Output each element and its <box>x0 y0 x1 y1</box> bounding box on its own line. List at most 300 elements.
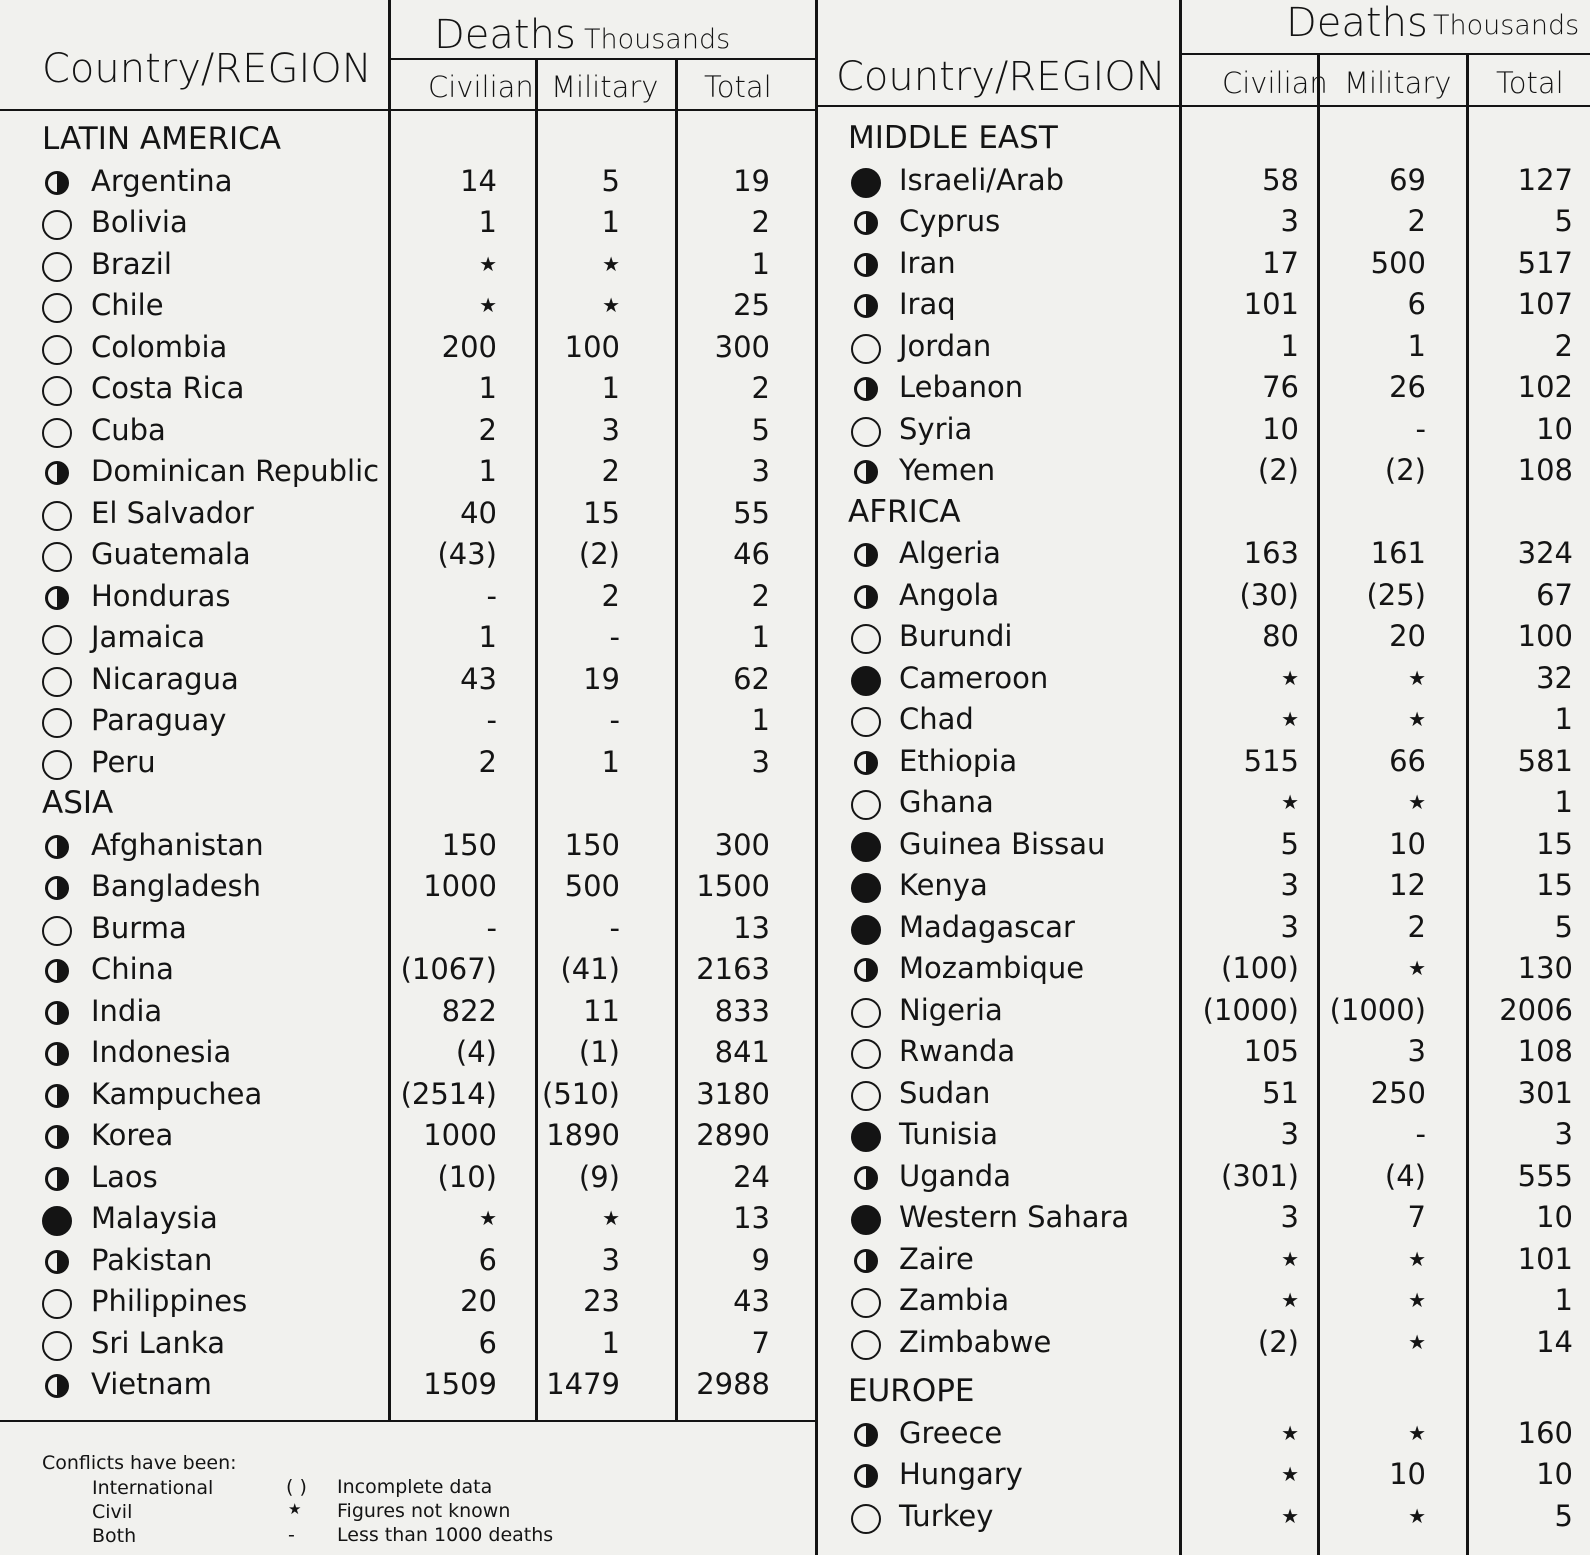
military-value: ★ <box>602 251 620 276</box>
legend-international: International <box>92 1477 214 1499</box>
country-name: Korea <box>91 1118 174 1152</box>
table-row <box>0 616 1590 657</box>
civilian-value: 1000 <box>423 869 497 903</box>
military-value: 11 <box>583 993 620 1028</box>
civilian-value: (100) <box>1221 951 1299 985</box>
military-value: 23 <box>583 1284 620 1318</box>
total-value: 127 <box>1517 162 1573 197</box>
military-value: 2 <box>601 454 620 488</box>
total-value: 13 <box>733 910 770 945</box>
country-name: Burundi <box>899 619 1013 653</box>
country-name: Uganda <box>899 1158 1011 1193</box>
total-value: 3 <box>751 744 770 779</box>
country-name: Zimbabwe <box>899 1324 1052 1359</box>
military-header-left: Military <box>551 70 659 104</box>
total-value: 15 <box>1536 826 1573 861</box>
civil-conflict-icon <box>851 790 881 820</box>
top-header-rule-right <box>818 105 1590 107</box>
civil-conflict-icon <box>851 998 881 1028</box>
military-value: 12 <box>1389 868 1426 902</box>
total-value: 3 <box>1554 1117 1573 1151</box>
country-header-right: Country/REGION <box>836 54 1166 100</box>
military-value: 10 <box>1389 826 1426 861</box>
military-value: 2 <box>1407 909 1426 944</box>
total-value: 300 <box>714 329 770 364</box>
total-value: 10 <box>1536 411 1573 446</box>
total-value: 1 <box>751 703 770 737</box>
military-value: (510) <box>542 1076 620 1111</box>
country-name: Peru <box>91 744 156 779</box>
civilian-value: 3 <box>1280 1200 1299 1234</box>
country-name: Paraguay <box>91 703 227 737</box>
both-conflict-icon <box>854 294 878 318</box>
civilian-value: 822 <box>441 993 497 1028</box>
country-name: Argentina <box>91 163 233 198</box>
civilian-value: 6 <box>478 1325 497 1360</box>
country-name: Turkey <box>899 1498 994 1533</box>
country-name: Costa Rica <box>91 371 245 405</box>
table-row <box>0 160 1590 201</box>
country-name: Malaysia <box>91 1201 218 1235</box>
military-value: - <box>609 703 620 737</box>
table-row <box>0 367 1590 408</box>
military-value: (41) <box>560 952 620 986</box>
table-row <box>0 1454 1590 1495</box>
military-value: (9) <box>578 1159 620 1194</box>
international-conflict-icon <box>851 832 881 862</box>
military-value: 10 <box>1389 1457 1426 1491</box>
deaths-header-left: Deaths <box>434 12 576 58</box>
total-value: 517 <box>1517 245 1573 280</box>
total-value: 2 <box>751 371 770 405</box>
country-name: Pakistan <box>91 1242 213 1277</box>
civilian-value: ★ <box>1281 665 1299 690</box>
military-value: ★ <box>1408 1329 1426 1354</box>
table-row <box>0 1073 1590 1114</box>
military-value: 6 <box>1407 287 1426 321</box>
country-name: Sudan <box>899 1075 991 1110</box>
military-value: 3 <box>1407 1034 1426 1068</box>
total-value: 2890 <box>696 1118 770 1152</box>
table-row <box>0 948 1590 989</box>
civilian-value: ★ <box>479 251 497 276</box>
total-value: 13 <box>733 1201 770 1235</box>
total-value: 2 <box>1554 328 1573 363</box>
deaths-subheader-rule-right <box>1180 53 1590 55</box>
civil-conflict-icon <box>851 334 881 364</box>
military-value: 3 <box>601 412 620 447</box>
both-conflict-icon <box>854 585 878 609</box>
military-value: 26 <box>1389 370 1426 404</box>
total-value: 46 <box>733 537 770 571</box>
civilian-value: 3 <box>1280 1117 1299 1151</box>
civilian-value: 10 <box>1262 411 1299 446</box>
military-value: 161 <box>1370 536 1426 570</box>
both-conflict-icon <box>854 253 878 277</box>
both-conflict-icon <box>854 543 878 567</box>
military-value: 1 <box>601 744 620 779</box>
civilian-value: 1 <box>478 205 497 239</box>
country-name: Mozambique <box>899 951 1085 985</box>
total-value: 101 <box>1517 1241 1573 1276</box>
country-name: Brazil <box>91 246 172 281</box>
table-row <box>0 1364 1590 1405</box>
civilian-value: ★ <box>1281 1420 1299 1445</box>
total-value: 833 <box>714 993 770 1028</box>
military-value: (4) <box>1384 1158 1426 1193</box>
total-value: 14 <box>1536 1324 1573 1359</box>
both-conflict-icon <box>854 1423 878 1447</box>
total-value: 62 <box>733 661 770 696</box>
civilian-value: (30) <box>1239 577 1299 612</box>
civilian-value: 3 <box>1280 909 1299 944</box>
military-value: 500 <box>564 869 620 903</box>
table-row <box>0 907 1590 948</box>
table-row <box>0 824 1590 865</box>
table-row <box>0 990 1590 1031</box>
civilian-value: 14 <box>460 163 497 198</box>
country-name: Bangladesh <box>91 869 262 903</box>
country-name: Madagascar <box>899 909 1075 944</box>
both-conflict-icon <box>854 377 878 401</box>
both-conflict-icon <box>45 1374 69 1398</box>
table-row <box>0 243 1590 284</box>
total-value: 301 <box>1517 1075 1573 1110</box>
military-value: 3 <box>601 1242 620 1277</box>
total-value: 108 <box>1517 453 1573 487</box>
total-value: 9 <box>751 1242 770 1277</box>
region-heading: EUROPE <box>848 1373 975 1409</box>
region-heading: LATIN AMERICA <box>42 121 281 157</box>
total-value: 2 <box>751 578 770 613</box>
table-row <box>0 201 1590 242</box>
country-name: Dominican Republic <box>91 454 380 488</box>
civilian-value: ★ <box>479 1206 497 1230</box>
civilian-header-left: Civilian <box>428 70 534 104</box>
table-row <box>0 326 1590 367</box>
civilian-value: ★ <box>1281 707 1299 731</box>
total-value: 1 <box>751 246 770 281</box>
country-name: Rwanda <box>899 1034 1016 1068</box>
country-name: Indonesia <box>91 1035 232 1069</box>
civilian-value: (1000) <box>1202 992 1299 1027</box>
country-name: Zaire <box>899 1241 974 1276</box>
civilian-value: 58 <box>1262 162 1299 197</box>
both-conflict-icon <box>854 1166 878 1190</box>
total-value: 24 <box>733 1159 770 1194</box>
country-name: Greece <box>899 1415 1003 1450</box>
country-name: Israeli/Arab <box>899 162 1065 197</box>
total-value: 32 <box>1536 660 1573 695</box>
table-row <box>0 1322 1590 1363</box>
deaths-subheader-rule-left <box>390 58 818 60</box>
military-value: (1) <box>578 1035 620 1069</box>
both-conflict-icon <box>854 751 878 775</box>
country-name: Chad <box>899 702 974 736</box>
table-row <box>0 865 1590 906</box>
table-row <box>0 1413 1590 1454</box>
country-name: Bolivia <box>91 205 188 239</box>
civilian-value: ★ <box>1281 790 1299 814</box>
military-value: ★ <box>602 1206 620 1230</box>
country-name: Yemen <box>899 453 996 487</box>
military-value: ★ <box>1408 665 1426 690</box>
country-name: Western Sahara <box>899 1200 1130 1234</box>
military-value: ★ <box>1408 790 1426 814</box>
military-value: - <box>1415 1117 1426 1151</box>
total-value: 300 <box>714 827 770 862</box>
country-name: Angola <box>899 577 1000 612</box>
total-value: 10 <box>1536 1200 1573 1234</box>
international-conflict-icon <box>851 1122 881 1152</box>
total-value: 5 <box>1554 204 1573 238</box>
civilian-value: 80 <box>1262 619 1299 653</box>
country-name: China <box>91 952 174 986</box>
country-name: Sri Lanka <box>91 1325 225 1360</box>
table-row <box>0 1156 1590 1197</box>
civilian-value: 17 <box>1262 245 1299 280</box>
civilian-value: 5 <box>1280 826 1299 861</box>
civilian-value: (2514) <box>400 1076 497 1111</box>
civilian-value: (1067) <box>400 952 497 986</box>
country-name: Syria <box>899 411 973 446</box>
civilian-value: 2 <box>478 412 497 447</box>
table-row <box>0 1239 1590 1280</box>
total-value: 2163 <box>696 952 770 986</box>
total-value: 581 <box>1517 743 1573 778</box>
civil-conflict-icon <box>851 624 881 654</box>
table-row <box>0 1496 1590 1537</box>
table-row <box>0 1031 1590 1072</box>
legend-paren-text: Incomplete data <box>337 1476 493 1498</box>
civilian-value: 163 <box>1243 536 1299 570</box>
civil-conflict-icon <box>851 417 881 447</box>
international-conflict-icon <box>851 666 881 696</box>
civilian-value: (301) <box>1221 1158 1299 1193</box>
table-row <box>0 1280 1590 1321</box>
civilian-header-right: Civilian <box>1222 66 1328 100</box>
total-header-left: Total <box>704 70 772 104</box>
table-row <box>0 575 1590 616</box>
table-row <box>0 1114 1590 1155</box>
total-value: 43 <box>733 1284 770 1318</box>
civilian-value: 6 <box>478 1242 497 1277</box>
country-name: Nicaragua <box>91 661 239 696</box>
civilian-value: 1 <box>478 454 497 488</box>
military-value: ★ <box>1408 1420 1426 1445</box>
legend-paren-symbol: ( ) <box>286 1476 307 1498</box>
civilian-value: ★ <box>479 293 497 317</box>
total-header-right: Total <box>1496 66 1564 100</box>
civilian-value: (4) <box>455 1035 497 1069</box>
civil-conflict-icon <box>851 1081 881 1111</box>
total-value: 10 <box>1536 1457 1573 1491</box>
civilian-value: 200 <box>441 329 497 364</box>
country-name: Kampuchea <box>91 1076 263 1111</box>
table-row <box>0 533 1590 574</box>
total-value: 19 <box>733 163 770 198</box>
country-name: Zambia <box>899 1283 1010 1317</box>
military-value: 69 <box>1389 162 1426 197</box>
country-name: El Salvador <box>91 495 254 530</box>
international-conflict-icon <box>851 873 881 903</box>
civilian-value: 150 <box>441 827 497 862</box>
thousands-header-right: Thousands <box>1433 10 1580 41</box>
country-name: Honduras <box>91 578 231 613</box>
total-value: 1 <box>1554 1283 1573 1317</box>
country-name: Iraq <box>899 287 956 321</box>
country-name: Lebanon <box>899 370 1024 404</box>
country-name: Burma <box>91 910 187 945</box>
military-value: ★ <box>1408 1246 1426 1271</box>
table-row <box>0 284 1590 325</box>
total-value: 160 <box>1517 1415 1573 1450</box>
deaths-header-right: Deaths <box>1286 0 1428 46</box>
civilian-value: 51 <box>1262 1075 1299 1110</box>
civilian-value: 3 <box>1280 868 1299 902</box>
both-conflict-icon <box>854 211 878 235</box>
total-value: 100 <box>1517 619 1573 653</box>
military-value: 15 <box>583 495 620 530</box>
total-value: 1 <box>1554 702 1573 736</box>
total-value: 5 <box>1554 1498 1573 1533</box>
country-name: Jordan <box>899 328 992 363</box>
civilian-value: ★ <box>1281 1288 1299 1312</box>
country-name: Nigeria <box>899 992 1003 1027</box>
table-row <box>0 699 1590 740</box>
military-value: (25) <box>1366 577 1426 612</box>
military-value: (2) <box>578 537 620 571</box>
country-name: Laos <box>91 1159 158 1194</box>
total-value: 67 <box>1536 577 1573 612</box>
total-value: 130 <box>1517 951 1573 985</box>
civil-conflict-icon <box>851 1330 881 1360</box>
military-value: 20 <box>1389 619 1426 653</box>
total-value: 841 <box>714 1035 770 1069</box>
region-heading: AFRICA <box>848 493 961 530</box>
military-value: 250 <box>1370 1075 1426 1110</box>
country-name: Ghana <box>899 785 994 819</box>
military-value: ★ <box>1408 1503 1426 1528</box>
international-conflict-icon <box>851 168 881 198</box>
total-value: 15 <box>1536 868 1573 902</box>
civilian-value: 1 <box>478 620 497 654</box>
military-value: (1000) <box>1329 992 1426 1027</box>
country-name: Algeria <box>899 536 1001 570</box>
military-value: 5 <box>601 163 620 198</box>
military-value: 7 <box>1407 1200 1426 1234</box>
total-value: 7 <box>751 1325 770 1360</box>
military-value: 500 <box>1370 245 1426 280</box>
civilian-value: 43 <box>460 661 497 696</box>
total-value: 25 <box>733 288 770 322</box>
total-value: 2006 <box>1499 992 1573 1027</box>
civilian-value: (43) <box>437 537 497 571</box>
legend-star-symbol: ★ <box>288 1500 302 1518</box>
top-header-rule <box>0 109 818 111</box>
military-value: 2 <box>601 578 620 613</box>
civilian-value: ★ <box>1281 1462 1299 1486</box>
country-name: Hungary <box>899 1457 1023 1491</box>
total-value: 5 <box>751 412 770 447</box>
military-value: ★ <box>1408 707 1426 731</box>
table-row <box>0 741 1590 782</box>
country-name: Cyprus <box>899 204 1001 238</box>
total-value: 1 <box>751 620 770 654</box>
table-row <box>0 658 1590 699</box>
both-conflict-icon <box>854 460 878 484</box>
country-name: Colombia <box>91 329 228 364</box>
region-heading: ASIA <box>42 785 114 821</box>
total-value: 108 <box>1517 1034 1573 1068</box>
total-value: 5 <box>1554 909 1573 944</box>
country-name: Vietnam <box>91 1367 212 1401</box>
civilian-value: ★ <box>1281 1246 1299 1271</box>
total-value: 1 <box>1554 785 1573 819</box>
civilian-value: - <box>486 910 497 945</box>
total-value: 3180 <box>696 1076 770 1111</box>
civilian-value: (10) <box>437 1159 497 1194</box>
country-name: Cameroon <box>899 660 1049 695</box>
military-value: (2) <box>1384 453 1426 487</box>
table-row <box>0 1197 1590 1238</box>
total-value: 55 <box>733 495 770 530</box>
military-value: ★ <box>602 293 620 317</box>
thousands-header-left: Thousands <box>584 24 731 55</box>
military-value: 150 <box>564 827 620 862</box>
military-value: 1 <box>601 1325 620 1360</box>
legend-civil: Civil <box>92 1501 133 1523</box>
country-name: Afghanistan <box>91 827 264 862</box>
civil-conflict-icon <box>851 1039 881 1069</box>
total-value: 555 <box>1517 1158 1573 1193</box>
table-row <box>0 409 1590 450</box>
civil-conflict-icon <box>851 1504 881 1534</box>
military-value: 1479 <box>546 1367 620 1401</box>
civilian-value: 105 <box>1243 1034 1299 1068</box>
civil-conflict-icon <box>851 707 881 737</box>
country-header-left: Country/REGION <box>42 46 372 92</box>
table-row <box>0 782 1590 823</box>
total-value: 102 <box>1517 370 1573 404</box>
country-name: Philippines <box>91 1284 248 1318</box>
region-heading: MIDDLE EAST <box>848 120 1058 156</box>
country-name: Tunisia <box>899 1117 999 1151</box>
military-value: - <box>609 910 620 945</box>
military-value: 2 <box>1407 204 1426 238</box>
military-value: 66 <box>1389 743 1426 778</box>
military-value: 1890 <box>546 1118 620 1152</box>
civilian-value: 515 <box>1243 743 1299 778</box>
total-value: 107 <box>1517 287 1573 321</box>
military-value: ★ <box>1408 956 1426 980</box>
civilian-value: 3 <box>1280 204 1299 238</box>
legend-both: Both <box>92 1525 137 1547</box>
country-name: Kenya <box>899 868 988 902</box>
civilian-value: 1000 <box>423 1118 497 1152</box>
both-conflict-icon <box>854 1249 878 1273</box>
table-row <box>0 450 1590 491</box>
military-value: ★ <box>1408 1288 1426 1312</box>
country-name: Iran <box>899 245 956 280</box>
civilian-value: 20 <box>460 1284 497 1318</box>
military-value: 1 <box>601 371 620 405</box>
total-value: 324 <box>1517 536 1573 570</box>
military-value: 100 <box>564 329 620 364</box>
civilian-value: 101 <box>1243 287 1299 321</box>
civilian-value: - <box>486 703 497 737</box>
country-name: Guatemala <box>91 537 251 571</box>
